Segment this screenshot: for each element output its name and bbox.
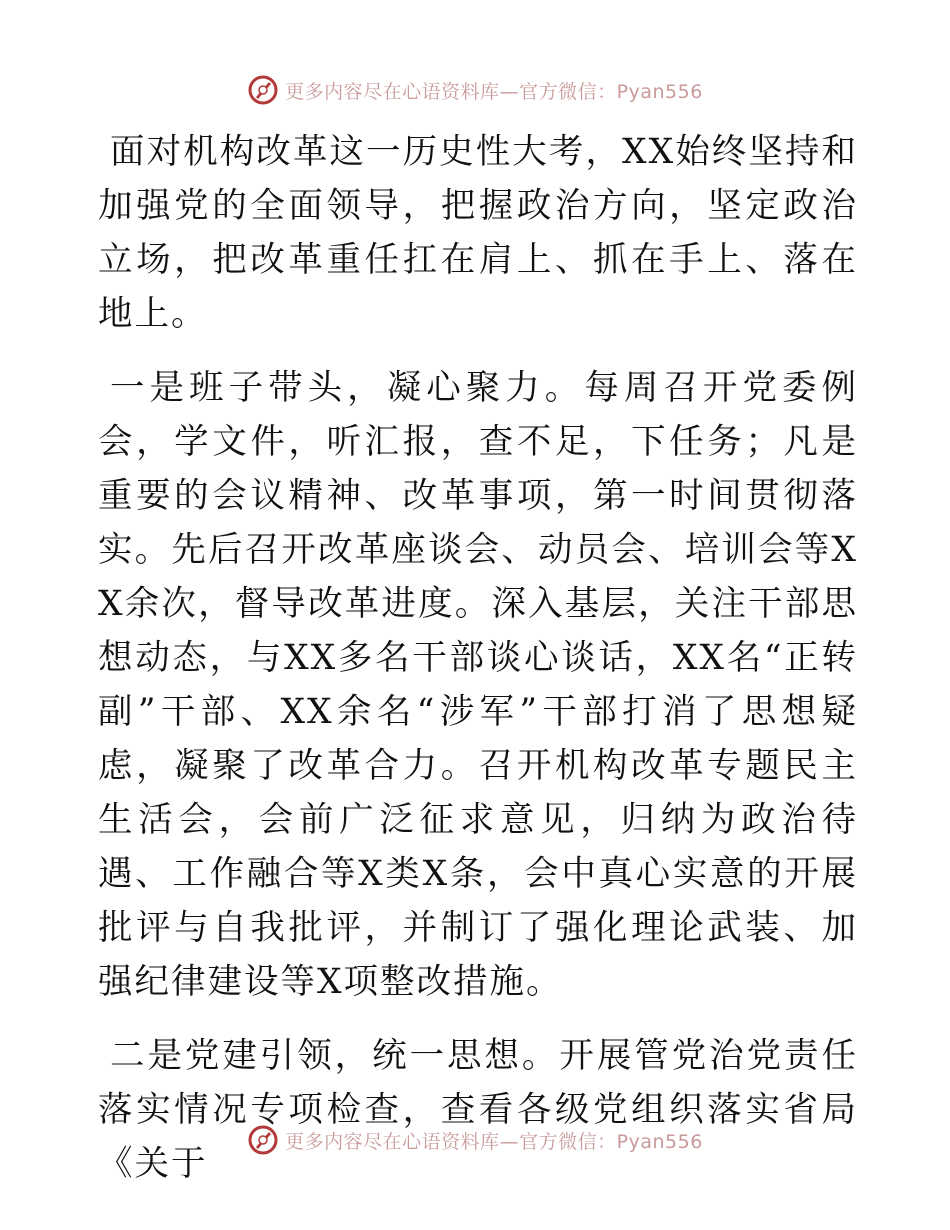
quill-seal-logo-icon: [247, 74, 279, 106]
paragraph-point-one: 一是班子带头，凝心聚力。每周召开党委例会，学文件，听汇报，查不足，下任务；凡是重要的会议精神、改革事项，第一时间贯彻落实。先后召开改革座谈会、动员会、培训会等XX余次，督导改革进度。深入基层，关注干部思想动态，与XX多名干部谈心谈话，XX名“正转副”干部、XX余名“涉军”干部打消了思想疑虑，凝聚了改革合力。召开机构改革专题民主生活会，会前广泛征求意见，归纳为政治待遇、工作融合等X类X条，会中真心实意的开展批评与自我批评，并制订了强化理论武装、加强纪律建设等X项整改措施。: [98, 368, 858, 1002]
watermark-text: 更多内容尽在心语资料库—官方微信：Pyan556: [285, 1130, 703, 1153]
document-body: [98, 125, 858, 1211]
header-watermark: [0, 70, 950, 110]
footer-watermark: [0, 1120, 950, 1160]
quill-seal-logo-icon: [247, 1124, 279, 1156]
paragraph-intro: 面对机构改革这一历史性大考，XX始终坚持和加强党的全面领导，把握政治方向，坚定政治立场，把改革重任扛在肩上、抓在手上、落在地上。: [98, 132, 858, 334]
paragraph-point-two: 二是党建引领，统一思想。开展管党治党责任落实情况专项检查，查看各级党组织落实省局《关于: [98, 1036, 858, 1184]
watermark-text: 更多内容尽在心语资料库—官方微信：Pyan556: [285, 80, 703, 103]
